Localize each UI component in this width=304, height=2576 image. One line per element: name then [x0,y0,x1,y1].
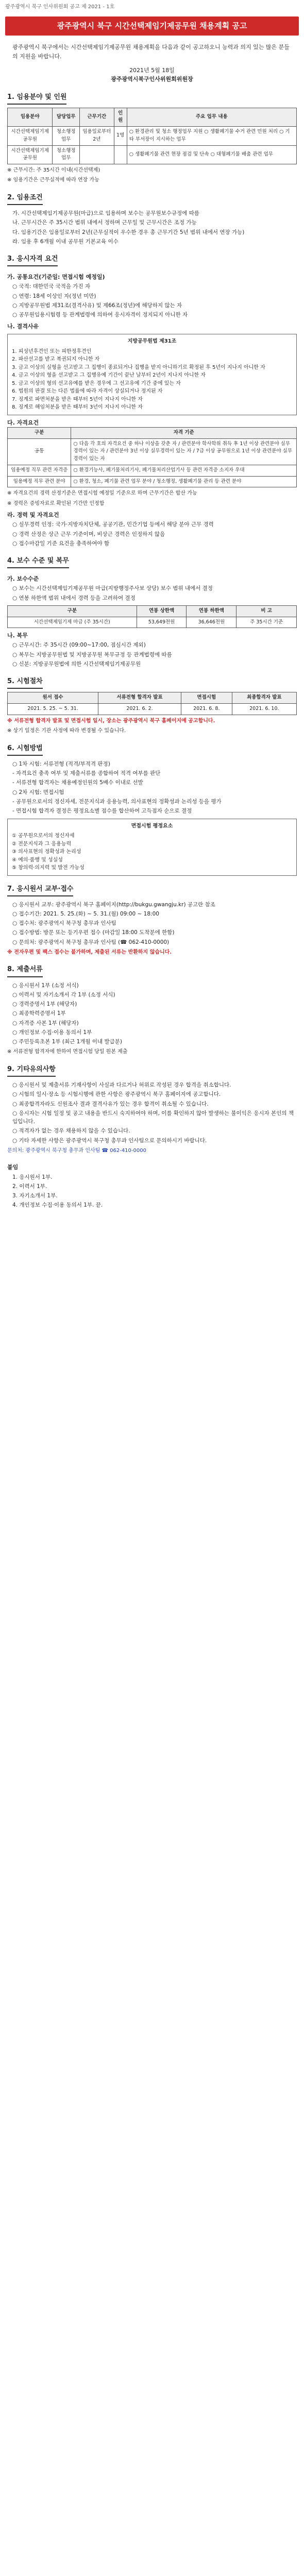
list-item: ○ 이력서 및 자기소개서 각 1부 (소정 서식) [12,991,115,998]
table-cell: 임용예정 직무 관련 분야 [8,476,71,487]
subsection-title: 가. 공통요건(기준일: 면접시험 예정일) [7,274,105,281]
list-item: ○ 2차 시험: 면접시험 [12,789,64,795]
table-row [8,704,297,715]
table-header: 비 고 [237,605,297,617]
section-recruitment [7,92,297,184]
list-item: 6. 법원의 판결 또는 다른 법률에 따라 자격이 상실되거나 정지된 자 [12,388,163,395]
table-cell: ○ 다음 각 호의 자격요건 중 하나 이상을 갖춘 자 / 관련분야 학사학위 취득 후 1년 이상 관련분야 실무경력이 있는 자 / 관련분야 3년 이상 실무경력이 있는 자 / 7급 이상 공무원으로 1년 이상 관련분야 실무경력이 있는 자 [71,438,297,465]
note: ※ 경력은 증빙자료로 확인된 기간만 인정함 [7,500,105,506]
section-title: 9. 기타유의사항 [7,1064,56,1077]
table-header: 임용분야 [8,108,53,126]
table-cell: 1명 [114,127,127,145]
qualification-table [7,427,297,487]
list-item: ○ 연령: 18세 이상인 자(정년 미만) [12,293,96,299]
list-item: 1. 피성년후견인 또는 피한정후견인 [12,348,92,354]
table-cell: 2021. 5. 25. ~ 5. 31. [8,704,98,715]
table-header: 담당업무 [53,108,80,126]
list-item: ○ 연봉 하한액 범위 내에서 경력 등을 고려하여 결정 [12,595,136,601]
table-header: 주요 업무 내용 [127,108,296,126]
section-title: 7. 응시원서 교부·접수 [7,884,73,896]
list-item: ○ 지방공무원법 제31조(결격사유) 및 제66조(정년)에 해당하지 않는 자 [12,302,182,309]
list-item: ○ 국적: 대한민국 국적을 가진 자 [12,283,91,290]
table-cell: 주 35시간 기준 [237,617,297,628]
table-cell: 공통 [8,438,71,465]
list-item: 가. 시간선택제임기제공무원(마급)으로 임용하며 보수는 공무원보수규정에 따름 [12,210,199,217]
table-cell [114,145,127,164]
list-item: ① 공무원으로서의 정신자세 [12,833,75,839]
subsection-title: 다. 자격요건 [7,419,39,426]
table-header: 인원 [114,108,127,126]
section-title: 4. 보수 수준 및 복무 [7,556,69,568]
list-item: ○ 복무는 지방공무원법 및 지방공무원 복무규정 등 관계법령에 따름 [12,651,172,658]
list-item: ○ 접수방법: 방문 또는 등기우편 접수 (마감일 18:00 도착분에 한함) [12,929,175,936]
list-item: ② 전문지식과 그 응용능력 [12,841,72,847]
table-row [8,476,297,487]
list-item: ○ 시험의 일시·장소 등 시험시행에 관한 사항은 광주광역시 북구 홈페이지에 공고합니다. [12,1091,221,1098]
table-header: 근무기간 [80,108,114,126]
table-header: 구분 [8,605,137,617]
table-cell: 2021. 6. 2. [98,704,181,715]
note: ※ 서류전형 합격자 발표 및 면접시험 일시, 장소는 광주광역시 북구 홈페이지에 공고합니다. [7,718,215,724]
list-item: ○ 문의처: 광주광역시 북구청 총무과 인사팀 (☎ 062-410-0000) [12,939,170,945]
table-cell: 2021. 6. 10. [232,704,296,715]
list-item: ○ 개인정보 수집·이용 동의서 1부 [12,1029,92,1036]
attachments [7,1163,297,1209]
table-cell: 시간선택제임기제 마급 (주 35시간) [8,617,137,628]
table-row [8,127,297,145]
schedule-table [7,692,297,715]
list-item: 5. 금고 이상의 형의 선고유예를 받은 경우에 그 선고유예 기간 중에 있는 자 [12,380,181,386]
note: ※ 상기 일정은 기관 사정에 따라 변경될 수 있습니다. [7,728,126,734]
list-item: ○ 경력증명서 1부 (해당자) [12,1001,77,1008]
list-item: ○ 근무시간: 주 35시간 (09:00~17:00, 점심시간 제외) [12,642,146,649]
list-item: ○ 응시원서 1부 (소정 서식) [12,982,79,989]
list-item: - 자격요건 충족 여부 및 제출서류를 종합하여 적격 여부를 판단 [12,770,161,777]
table-cell: ○ 생활폐기물 관련 현장 점검 및 단속 ○ 대형폐기물 배출 관련 업무 [127,145,296,164]
list-item: ○ 신분: 지방공무원법에 의한 시간선택제임기제공무원 [12,660,141,667]
list-item: ○ 접수마감일 기준 요건을 충족하여야 함 [12,540,110,547]
list-item: ⑤ 창의력·의지력 및 발전 가능성 [12,865,85,871]
section-title: 3. 응시자격 요건 [7,254,58,266]
section-title: 1. 임용분야 및 인원 [7,92,66,105]
salary-table [7,605,297,628]
note: ※ 자격요건의 경력 산정기준은 면접시험 예정일 기준으로 하며 근무기간은 합산 가능 [7,490,197,497]
section-documents [7,964,297,1056]
section-pay [7,556,297,668]
attachment-item: 2. 이력서 1부. [12,1183,47,1190]
table-cell: 36,646천원 [187,617,237,628]
recruitment-table [7,108,297,164]
table-cell: 임용예정 직무 관련 자격증 [8,465,71,476]
table-cell [80,145,114,164]
table-header-row [8,605,297,617]
list-item: 라. 임용 후 6개월 이내 공무원 기본교육 이수 [12,238,119,245]
list-item: ○ 1차 시험: 서류전형 (적격/부적격 판정) [12,760,110,767]
issuing-org: 광주광역시북구인사위원회위원장 [111,76,193,83]
table-cell: ○ 환경관리 및 청소 행정업무 지원 ○ 생활폐기물 수거 관련 민원 처리 ○ 기타 부서장이 지시하는 업무 [127,127,296,145]
subsection-title: 라. 경력 및 자격요건 [7,512,59,519]
attachments-label: 붙임 [7,1164,19,1171]
table-cell: 임용일로부터 2년 [80,127,114,145]
list-item: ○ 최종학력증명서 1부 [12,1010,66,1017]
list-item: ○ 공무원임용시험령 등 관계법령에 의하여 응시자격이 정지되지 아니한 자 [12,312,188,318]
list-item: ○ 주민등록초본 1부 (최근 1개월 이내 발급분) [12,1039,123,1045]
table-row [8,465,297,476]
list-item: - 면접시험 합격자 결정은 평정요소별 점수를 합산하여 고득점자 순으로 결정 [12,808,192,815]
list-item: 나. 근무시간은 주 35시간 범위 내에서 정하며 근무일 및 근무시간은 조정 가능 [12,219,197,226]
list-item: ○ 접수처: 광주광역시 북구청 총무과 인사팀 [12,920,116,927]
table-cell: 청소행정업무 [53,127,80,145]
table-header-row [8,428,297,439]
intro-text: 광주광역시 북구에서는 시간선택제임기제공무원 채용계획을 다음과 같이 공고하오니 능력과 의지 있는 많은 분들의 지원을 바랍니다. [12,44,290,60]
table-header: 원서 접수 [8,692,98,704]
disqualification-box [7,334,297,415]
table-header: 구분 [8,428,71,439]
box-title: 지방공무원법 제31조 [127,338,177,345]
list-item: ○ 실무경력 인정: 국가·지방자치단체, 공공기관, 민간기업 등에서 해당 분야 근무 경력 [12,521,214,528]
list-item: 8. 징계로 해임처분을 받은 때부터 3년이 지나지 아니한 자 [12,404,143,411]
table-cell: 53,649천원 [137,617,187,628]
notice-date: 2021년 5월 18일 [129,67,175,74]
list-item: ○ 접수기간: 2021. 5. 25.(화) ~ 5. 31.(월) 09:00 ~ 18:00 [12,910,159,917]
list-item: ○ 응시자는 시험 일정 및 공고 내용을 반드시 숙지하여야 하며, 이를 확인하지 않아 발생하는 불이익은 응시자 본인의 책임입니다. [12,1110,294,1125]
table-cell: 2021. 6. 8. [181,704,232,715]
list-item: ○ 기타 자세한 사항은 광주광역시 북구청 총무과 인사팀으로 문의하시기 바랍니다. [12,1137,207,1144]
table-header: 자격 기준 [71,428,297,439]
table-header: 서류전형 합격자 발표 [98,692,181,704]
list-item: 4. 금고 이상의 형을 선고받고 그 집행유예 기간이 끝난 날부터 2년이 지나지 아니한 자 [12,372,206,379]
list-item: 7. 징계로 파면처분을 받은 때부터 5년이 지나지 아니한 자 [12,396,143,402]
attachment-item: 4. 개인정보 수집·이용 동의서 1부. 끝. [12,1202,103,1209]
section-title: 8. 제출서류 [7,964,43,977]
table-header: 연봉 상한액 [137,605,187,617]
table-cell: ○ 환경, 청소, 폐기물 관련 업무 분야 / 청소행정, 생활폐기물 관리 등 관련 분야 [71,476,297,487]
subsection-title: 가. 보수수준 [7,575,39,583]
table-cell: ○ 환경기능사, 폐기물처리기사, 폐기물처리산업기사 등 관련 자격증 소지자 우대 [71,465,297,476]
table-header-row [8,692,297,704]
note: ※ 임용기간은 근무실적에 따라 연장 가능 [7,177,99,183]
table-cell: 시간선택제임기제공무원 [8,127,53,145]
table-cell: 시간선택제임기제공무원 [8,145,53,164]
list-item: 3. 금고 이상의 실형을 선고받고 그 집행이 종료되거나 집행을 받지 아니하기로 확정된 후 5년이 지나지 아니한 자 [12,364,265,370]
interview-criteria-box [7,819,297,876]
section-exam-method [7,743,297,876]
section-eligibility [7,254,297,548]
table-header: 최종합격자 발표 [232,692,296,704]
list-item: - 공무원으로서의 정신자세, 전문지식과 응용능력, 의사표현의 정확성과 논리성 등을 평가 [12,798,222,805]
section-title: 6. 시험방법 [7,743,43,756]
section-notes [7,1064,297,1155]
date-block [0,66,304,83]
attachment-item: 3. 자기소개서 1부. [12,1193,58,1199]
section-title: 5. 시험절차 [7,676,43,689]
list-item: ○ 자격증 사본 1부 (해당자) [12,1020,79,1026]
list-item: ③ 의사표현의 정확성과 논리성 [12,849,81,855]
list-item: 다. 임용기간은 임용일로부터 2년(근무실적이 우수한 경우 총 근무기간 5년 범위 내에서 연장 가능) [12,229,245,235]
section-schedule [7,676,297,735]
table-row [8,438,297,465]
subsection-title: 나. 복무 [7,632,28,639]
contact-info: 문의처: 광주광역시 북구청 총무과 인사팀 ☎ 062-410-0000 [7,1147,146,1154]
list-item: - 서류전형 합격자는 채용예정인원의 5배수 이내로 선발 [12,779,143,786]
list-item: ○ 적격자가 없는 경우 채용하지 않을 수 있습니다. [12,1128,130,1134]
note: ※ 근무시간: 주 35시간 이내(시간선택제) [7,167,100,173]
list-item: ○ 응시원서 및 제출서류 기재사항이 사실과 다르거나 허위로 작성된 경우 합격을 취소합니다. [12,1082,231,1089]
list-item: ○ 경력 산정은 상근 근무 기준이며, 비상근 경력은 인정하지 않음 [12,531,165,537]
table-header-row [8,108,297,126]
section-title: 2. 임용조건 [7,193,43,205]
table-row [8,617,297,628]
note: ※ 서류전형 합격자에 한하여 면접시험 당일 원본 제출 [7,1049,128,1055]
note: ※ 전자우편 및 팩스 접수는 불가하며, 제출된 서류는 반환하지 않습니다. [7,949,172,955]
page-title: 광주광역시 북구 시간선택제임기제공무원 채용계획 공고 [5,16,299,36]
list-item: ○ 응시원서 교부: 광주광역시 북구 홈페이지(http://bukgu.gwangju.kr) 공고란 참조 [12,901,215,908]
section-conditions [7,193,297,246]
section-application [7,884,297,957]
table-cell: 청소행정업무 [53,145,80,164]
list-item: 2. 파산선고를 받고 복권되지 아니한 자 [12,357,100,363]
list-item: ○ 보수는 시간선택제임기제공무원 마급(지방행정주사보 상당) 보수 범위 내에서 결정 [12,585,213,592]
subsection-title: 나. 결격사유 [7,323,39,330]
box-title: 면접시험 평정요소 [131,823,173,829]
table-header: 면접시험 [181,692,232,704]
notice-number: 광주광역시 북구 인사위원회 공고 제 2021 - 1호 [5,4,115,10]
list-item: ④ 예의·품행 및 성실성 [12,857,63,863]
attachment-item: 1. 응시원서 1부. [12,1174,53,1180]
table-header: 연봉 하한액 [187,605,237,617]
table-row [8,145,297,164]
list-item: ○ 최종합격자라도 신원조사 결과 결격사유가 있는 경우 합격이 취소될 수 있습니다. [12,1100,209,1107]
